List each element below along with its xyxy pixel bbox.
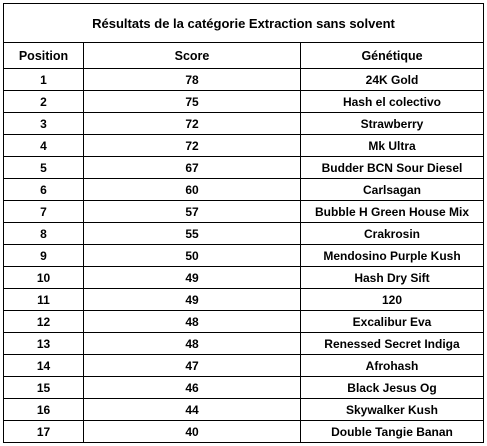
cell-genetique: Skywalker Kush xyxy=(301,399,484,421)
cell-position: 3 xyxy=(4,113,84,135)
cell-score: 75 xyxy=(84,91,301,113)
cell-genetique: Budder BCN Sour Diesel xyxy=(301,157,484,179)
cell-genetique: Bubble H Green House Mix xyxy=(301,201,484,223)
cell-genetique: Strawberry xyxy=(301,113,484,135)
title-row xyxy=(4,4,484,43)
table-row xyxy=(4,377,484,399)
table-row xyxy=(4,399,484,421)
cell-genetique: 24K Gold xyxy=(301,69,484,91)
table-row xyxy=(4,69,484,91)
table-row xyxy=(4,311,484,333)
cell-position: 14 xyxy=(4,355,84,377)
cell-score: 72 xyxy=(84,135,301,157)
cell-position: 12 xyxy=(4,311,84,333)
table-row xyxy=(4,267,484,289)
cell-position: 11 xyxy=(4,289,84,311)
cell-score: 47 xyxy=(84,355,301,377)
cell-genetique: Mk Ultra xyxy=(301,135,484,157)
cell-genetique: Carlsagan xyxy=(301,179,484,201)
cell-genetique: Hash el colectivo xyxy=(301,91,484,113)
cell-position: 5 xyxy=(4,157,84,179)
header-score: Score xyxy=(84,43,301,69)
cell-score: 60 xyxy=(84,179,301,201)
table-row xyxy=(4,113,484,135)
cell-position: 15 xyxy=(4,377,84,399)
cell-position: 9 xyxy=(4,245,84,267)
cell-score: 48 xyxy=(84,311,301,333)
cell-score: 50 xyxy=(84,245,301,267)
table-row xyxy=(4,223,484,245)
cell-score: 40 xyxy=(84,421,301,443)
cell-genetique: Double Tangie Banan xyxy=(301,421,484,443)
table-row xyxy=(4,289,484,311)
cell-genetique: 120 xyxy=(301,289,484,311)
table-body xyxy=(4,69,484,443)
header-genetique: Génétique xyxy=(301,43,484,69)
table-row xyxy=(4,355,484,377)
cell-position: 17 xyxy=(4,421,84,443)
table-row xyxy=(4,245,484,267)
cell-score: 57 xyxy=(84,201,301,223)
cell-score: 67 xyxy=(84,157,301,179)
results-table xyxy=(3,3,484,443)
header-row xyxy=(4,43,484,69)
cell-genetique: Crakrosin xyxy=(301,223,484,245)
cell-position: 7 xyxy=(4,201,84,223)
cell-genetique: Hash Dry Sift xyxy=(301,267,484,289)
table-row xyxy=(4,201,484,223)
cell-score: 49 xyxy=(84,267,301,289)
cell-score: 44 xyxy=(84,399,301,421)
cell-genetique: Afrohash xyxy=(301,355,484,377)
cell-position: 6 xyxy=(4,179,84,201)
table-title: Résultats de la catégorie Extraction sans solvent xyxy=(4,4,484,43)
header-position: Position xyxy=(4,43,84,69)
table-row xyxy=(4,157,484,179)
table-row xyxy=(4,91,484,113)
table-row xyxy=(4,333,484,355)
cell-position: 10 xyxy=(4,267,84,289)
cell-score: 48 xyxy=(84,333,301,355)
table-row xyxy=(4,135,484,157)
cell-genetique: Black Jesus Og xyxy=(301,377,484,399)
cell-genetique: Excalibur Eva xyxy=(301,311,484,333)
cell-position: 8 xyxy=(4,223,84,245)
cell-genetique: Mendosino Purple Kush xyxy=(301,245,484,267)
cell-score: 49 xyxy=(84,289,301,311)
cell-genetique: Renessed Secret Indiga xyxy=(301,333,484,355)
table-row xyxy=(4,421,484,443)
cell-score: 55 xyxy=(84,223,301,245)
table-row xyxy=(4,179,484,201)
cell-position: 13 xyxy=(4,333,84,355)
cell-score: 46 xyxy=(84,377,301,399)
cell-position: 1 xyxy=(4,69,84,91)
cell-position: 4 xyxy=(4,135,84,157)
cell-position: 16 xyxy=(4,399,84,421)
cell-position: 2 xyxy=(4,91,84,113)
cell-score: 78 xyxy=(84,69,301,91)
cell-score: 72 xyxy=(84,113,301,135)
